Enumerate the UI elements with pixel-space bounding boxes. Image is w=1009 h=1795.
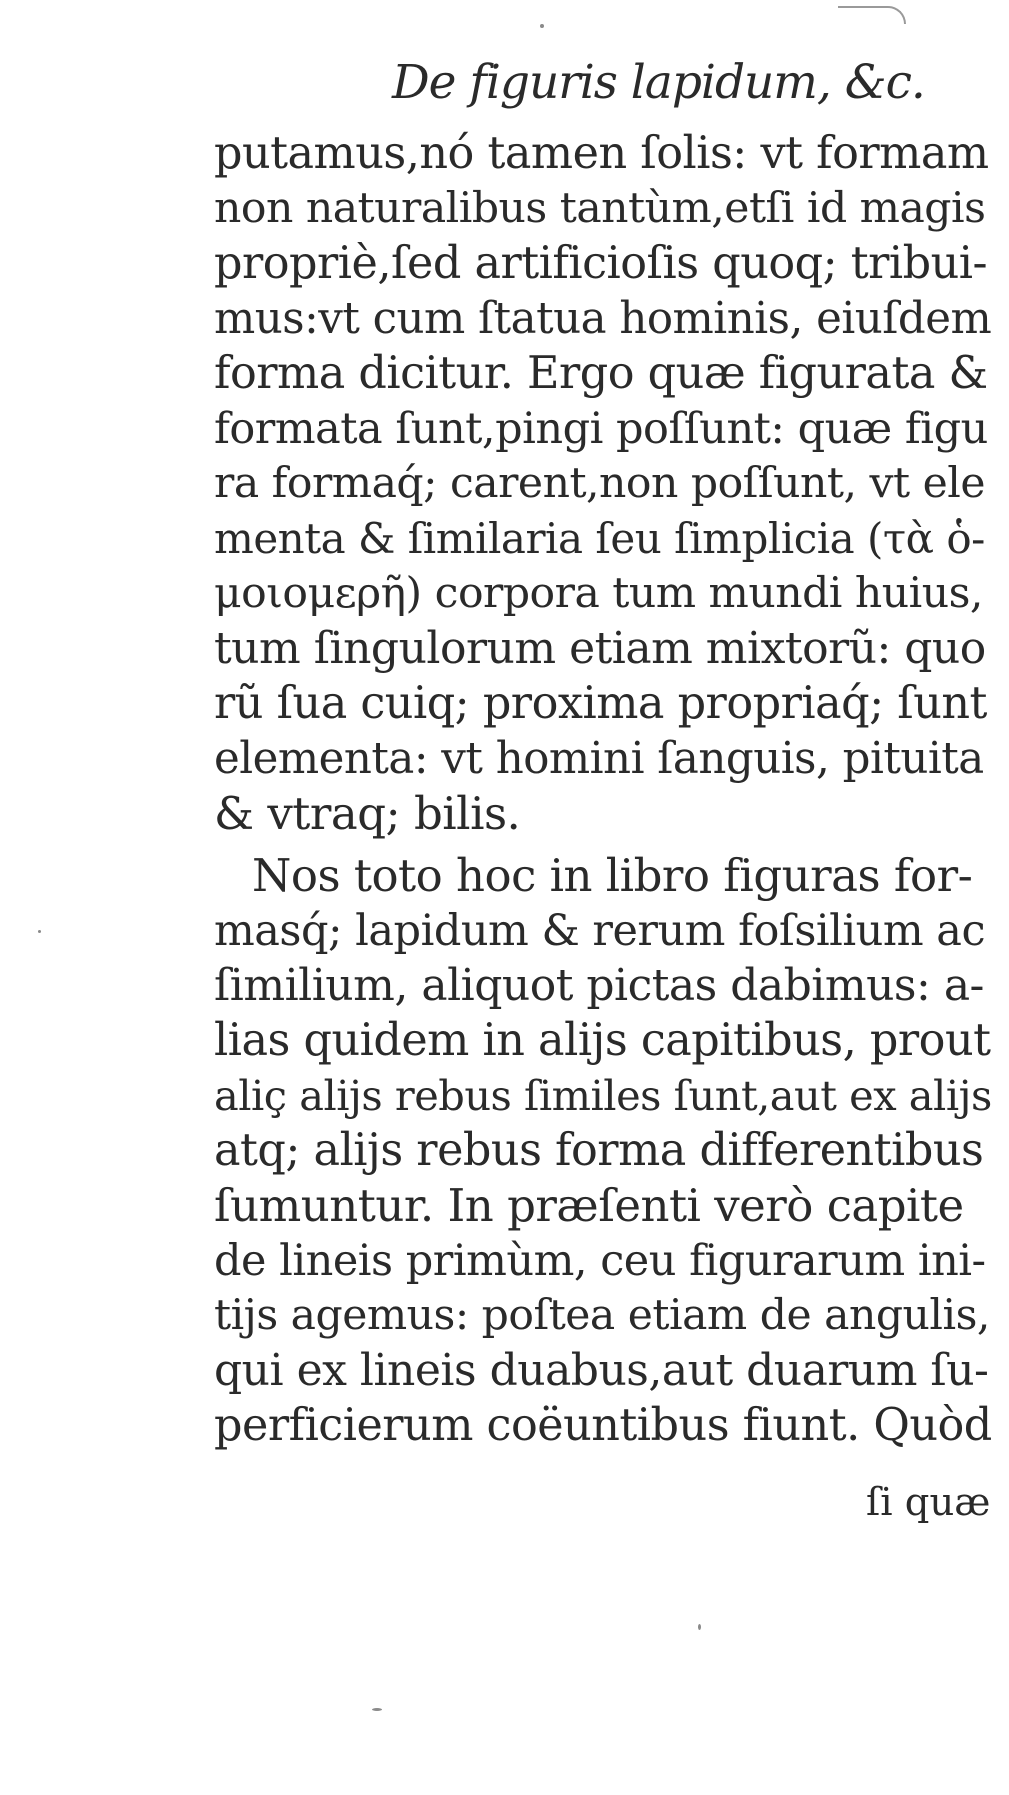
text-line: de lineis primùm, ceu figurarum ini- (214, 1236, 986, 1286)
text-line: Nos toto hoc in libro figuras for- (252, 849, 973, 902)
text-line: ſumuntur. In præſenti verò capite (214, 1179, 964, 1232)
text-line: masq́; lapidum & rerum foſsilium ac (214, 906, 986, 956)
text-line: aliç alijs rebus ſimiles ſunt,aut ex alijs (214, 1071, 992, 1120)
text-line: qui ex lineis duabus,aut duarum ſu- (214, 1345, 989, 1396)
text-line: forma dicitur. Ergo quæ figurata & (214, 348, 988, 399)
paper-speck (540, 24, 544, 28)
text-line: elementa: vt homini ſanguis, pituita (214, 734, 984, 784)
text-line: propriè,ſed artificioſis quoq; tribui- (214, 238, 988, 289)
text-line: tijs agemus: poſtea etiam de angulis, (214, 1291, 990, 1340)
running-head: De figuris lapidum, &c. (392, 55, 925, 110)
text-line: ſimilium, aliquot pictas dabimus: a- (214, 960, 984, 1011)
text-line: & vtraq; bilis. (214, 787, 521, 840)
text-line: rũ ſua cuiq; proxima propriaq́; ſunt (214, 678, 987, 729)
text-line: non naturalibus tantùm,etſi id magis (214, 184, 986, 233)
paper-speck (372, 1708, 382, 1711)
text-line: putamus,nó tamen ſolis: vt formam (214, 128, 989, 179)
paper-speck (38, 930, 41, 933)
text-line: lias quidem in alijs capitibus, prout (214, 1015, 991, 1066)
page-edge-mark (838, 6, 906, 24)
text-line: atq; alijs rebus forma differentibus (214, 1125, 984, 1176)
text-line: tum ſingulorum etiam mixtorũ: quo (214, 623, 986, 674)
paper-speck (698, 1624, 701, 1630)
catchword: ſi quæ (866, 1480, 991, 1525)
text-line: perficierum coëuntibus fiunt. Quòd (214, 1400, 992, 1451)
text-line: mus:vt cum ſtatua hominis, eiuſdem (214, 294, 992, 344)
text-line: ra formaq́; carent,non poſſunt, vt ele (214, 459, 985, 508)
text-line: μοιομερῆ) corpora tum mundi huius, (214, 569, 983, 618)
text-line: menta & ſimilaria ſeu ſimplicia (τὰ ὁ- (214, 514, 985, 563)
text-line: formata ſunt,pingi poſſunt: quæ figu (214, 404, 988, 454)
